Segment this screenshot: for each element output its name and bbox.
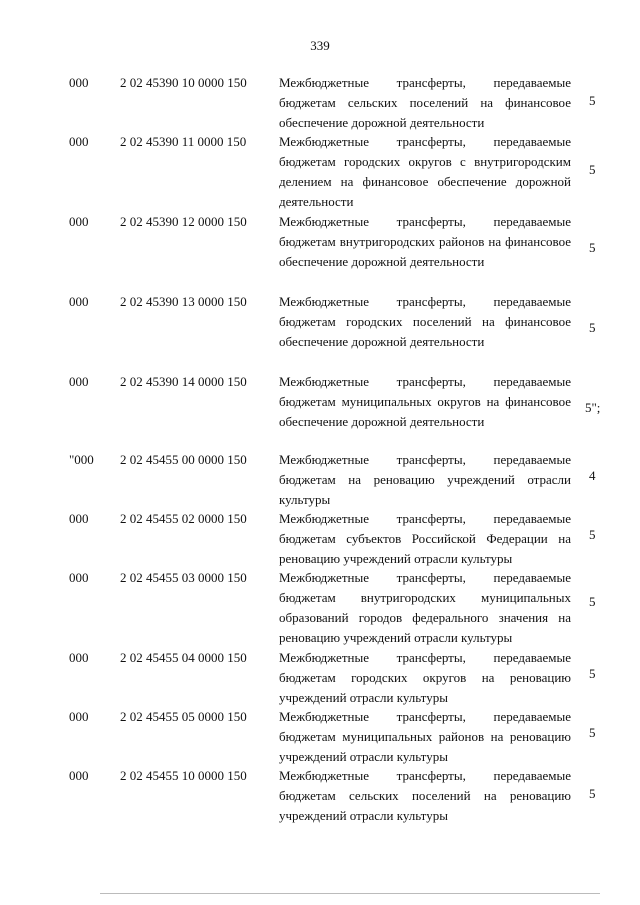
income-code: 2 02 45390 13 0000 150 — [120, 294, 247, 309]
row-value: 5 — [589, 666, 596, 681]
income-description: Межбюджетные трансферты, передаваемые бюджетам городских поселений на финансовое обеспечение дорожной деятельности — [279, 294, 571, 349]
income-code: 2 02 45455 00 0000 150 — [120, 452, 247, 467]
income-description: Межбюджетные трансферты, передаваемые бюджетам субъектов Российской Федерации на реновацию учреждений отрасли культуры — [279, 511, 571, 566]
income-description: Межбюджетные трансферты, передаваемые бюджетам сельских поселений на финансовое обеспечение дорожной деятельности — [279, 75, 571, 130]
admin-code: 000 — [69, 294, 89, 309]
row-value: 5 — [589, 527, 596, 542]
admin-code: 000 — [69, 374, 89, 389]
admin-code: 000 — [69, 709, 89, 724]
admin-code: 000 — [69, 570, 89, 585]
income-code: 2 02 45455 02 0000 150 — [120, 511, 247, 526]
row-value: 5 — [589, 320, 596, 335]
admin-code: 000 — [69, 511, 89, 526]
income-description: Межбюджетные трансферты, передаваемые бюджетам городских округов на реновацию учреждений отрасли культуры — [279, 650, 571, 705]
income-description: Межбюджетные трансферты, передаваемые бюджетам муниципальных районов на реновацию учреждений отрасли культуры — [279, 709, 571, 764]
income-description: Межбюджетные трансферты, передаваемые бюджетам городских округов с внутригородским делением на финансовое обеспечение дорожной деятельности — [279, 134, 571, 209]
income-description: Межбюджетные трансферты, передаваемые бюджетам на реновацию учреждений отрасли культуры — [279, 452, 571, 507]
income-code: 2 02 45390 11 0000 150 — [120, 134, 247, 149]
income-description: Межбюджетные трансферты, передаваемые бюджетам сельских поселений на реновацию учреждений отрасли культуры — [279, 768, 571, 823]
admin-code: 000 — [69, 134, 89, 149]
row-value: 5 — [589, 594, 596, 609]
row-value: 5 — [589, 725, 596, 740]
row-value: 5 — [589, 162, 596, 177]
page-number: 339 — [310, 38, 330, 53]
row-value: 5 — [589, 240, 596, 255]
income-code: 2 02 45390 12 0000 150 — [120, 214, 247, 229]
admin-code: 000 — [69, 214, 89, 229]
scan-edge-line — [100, 893, 600, 894]
income-code: 2 02 45455 04 0000 150 — [120, 650, 247, 665]
admin-code: 000 — [69, 768, 89, 783]
income-description: Межбюджетные трансферты, передаваемые бюджетам муниципальных округов на финансовое обеспечение дорожной деятельности — [279, 374, 571, 429]
income-code: 2 02 45455 03 0000 150 — [120, 570, 247, 585]
row-value: 5 — [589, 786, 596, 801]
income-code: 2 02 45390 14 0000 150 — [120, 374, 247, 389]
row-value: 4 — [589, 468, 596, 483]
income-code: 2 02 45455 10 0000 150 — [120, 768, 247, 783]
admin-code: 000 — [69, 650, 89, 665]
income-description: Межбюджетные трансферты, передаваемые бюджетам внутригородских муниципальных образований городов федерального значения на реновацию учреждений отрасли культуры — [279, 570, 571, 645]
row-value: 5"; — [585, 400, 601, 415]
income-code: 2 02 45455 05 0000 150 — [120, 709, 247, 724]
income-description: Межбюджетные трансферты, передаваемые бюджетам внутригородских районов на финансовое обеспечение дорожной деятельности — [279, 214, 571, 269]
admin-code: "000 — [69, 452, 94, 467]
admin-code: 000 — [69, 75, 89, 90]
income-code: 2 02 45390 10 0000 150 — [120, 75, 247, 90]
row-value: 5 — [589, 93, 596, 108]
